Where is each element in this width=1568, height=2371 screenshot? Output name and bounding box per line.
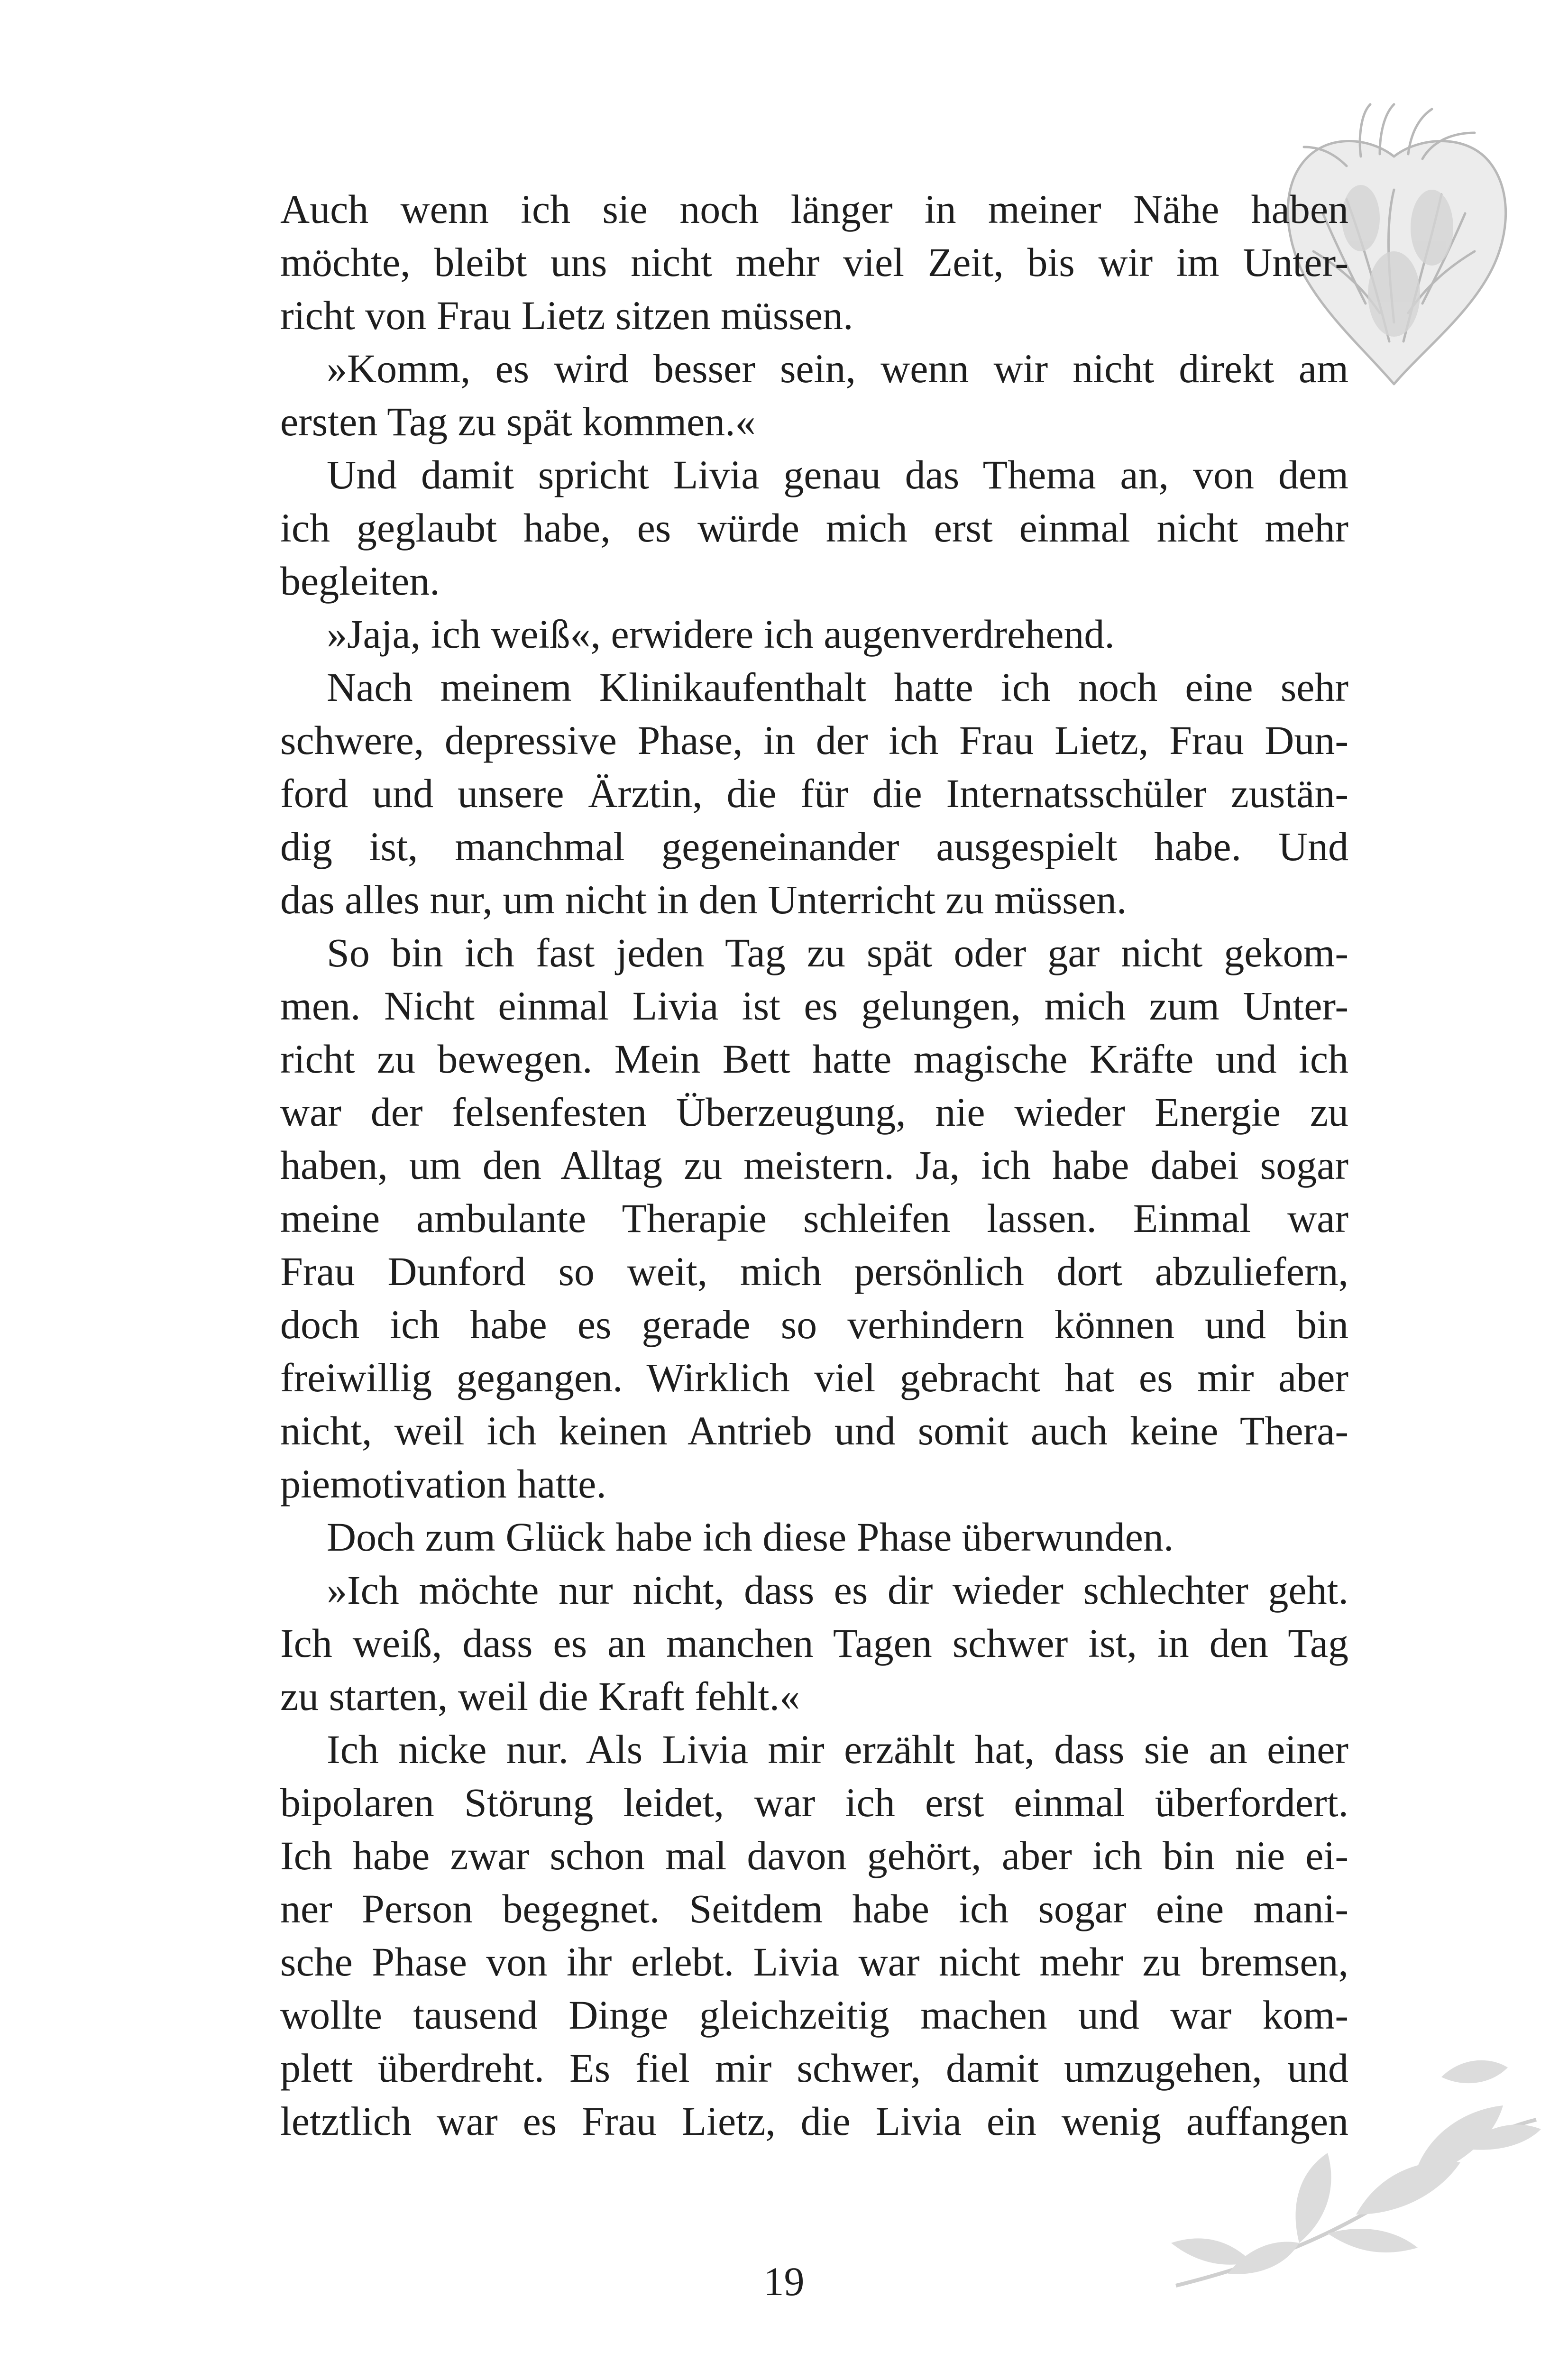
text-line: meine ambulante Therapie schleifen lassen. Einmal war <box>280 1195 1348 1241</box>
text-line: Doch zum Glück habe ich diese Phase überwunden. <box>327 1514 1174 1560</box>
text-line: Nach meinem Klinikaufenthalt hatte ich noch eine sehr <box>327 664 1348 710</box>
text-line: wollte tausend Dinge gleichzeitig machen und war kom- <box>280 1992 1348 2038</box>
text-line: freiwillig gegangen. Wirklich viel gebracht hat es mir aber <box>280 1355 1348 1400</box>
text-line: nicht, weil ich keinen Antrieb und somit auch keine Thera- <box>280 1408 1348 1453</box>
text-line: das alles nur, um nicht in den Unterricht zu müssen. <box>280 877 1127 922</box>
text-line: So bin ich fast jeden Tag zu spät oder gar nicht gekom- <box>327 930 1348 975</box>
text-line: Auch wenn ich sie noch länger in meiner Nähe haben <box>280 186 1348 232</box>
text-line: »Komm, es wird besser sein, wenn wir nicht direkt am <box>327 346 1348 391</box>
body-text <box>280 183 1348 2148</box>
text-line: richt von Frau Lietz sitzen müssen. <box>280 293 853 338</box>
text-line: piemotivation hatte. <box>280 1461 606 1507</box>
text-line: bipolaren Störung leidet, war ich erst einmal überfordert. <box>280 1780 1348 1825</box>
text-line: plett überdreht. Es fiel mir schwer, damit umzugehen, und <box>280 2045 1348 2091</box>
text-line: Ich weiß, dass es an manchen Tagen schwer ist, in den Tag <box>280 1620 1348 1666</box>
text-line: Und damit spricht Livia genau das Thema an, von dem <box>327 452 1348 497</box>
text-line: »Jaja, ich weiß«, erwidere ich augenverdrehend. <box>327 611 1115 657</box>
text-line: ford und unsere Ärztin, die für die Internatsschüler zustän- <box>280 771 1348 816</box>
text-line: Ich habe zwar schon mal davon gehört, aber ich bin nie ei- <box>280 1833 1348 1878</box>
text-line: war der felsenfesten Überzeugung, nie wieder Energie zu <box>280 1089 1348 1135</box>
text-line: haben, um den Alltag zu meistern. Ja, ich habe dabei sogar <box>280 1142 1348 1188</box>
text-line: ich geglaubt habe, es würde mich erst einmal nicht mehr <box>280 505 1348 551</box>
text-line: sche Phase von ihr erlebt. Livia war nicht mehr zu bremsen, <box>280 1939 1348 1985</box>
text-line: Frau Dunford so weit, mich persönlich dort abzuliefern, <box>280 1249 1348 1294</box>
page-number: 19 <box>763 2259 805 2304</box>
text-line: möchte, bleibt uns nicht mehr viel Zeit, bis wir im Unter- <box>280 239 1348 285</box>
text-line: schwere, depressive Phase, in der ich Frau Lietz, Frau Dun- <box>280 717 1348 763</box>
text-line: men. Nicht einmal Livia ist es gelungen, mich zum Unter- <box>280 983 1348 1029</box>
text-line: »Ich möchte nur nicht, dass es dir wieder schlechter geht. <box>327 1567 1348 1613</box>
text-line: Ich nicke nur. Als Livia mir erzählt hat, dass sie an einer <box>327 1727 1348 1772</box>
text-line: zu starten, weil die Kraft fehlt.« <box>280 1673 800 1719</box>
text-line: dig ist, manchmal gegeneinander ausgespielt habe. Und <box>280 824 1348 869</box>
text-line: ersten Tag zu spät kommen.« <box>280 399 756 444</box>
text-line: richt zu bewegen. Mein Bett hatte magische Kräfte und ich <box>280 1036 1348 1082</box>
text-line: begleiten. <box>280 558 440 604</box>
text-line: letztlich war es Frau Lietz, die Livia ein wenig auffangen <box>280 2098 1348 2144</box>
text-line: ner Person begegnet. Seitdem habe ich sogar eine mani- <box>280 1886 1348 1931</box>
text-line: doch ich habe es gerade so verhindern können und bin <box>280 1302 1348 1347</box>
